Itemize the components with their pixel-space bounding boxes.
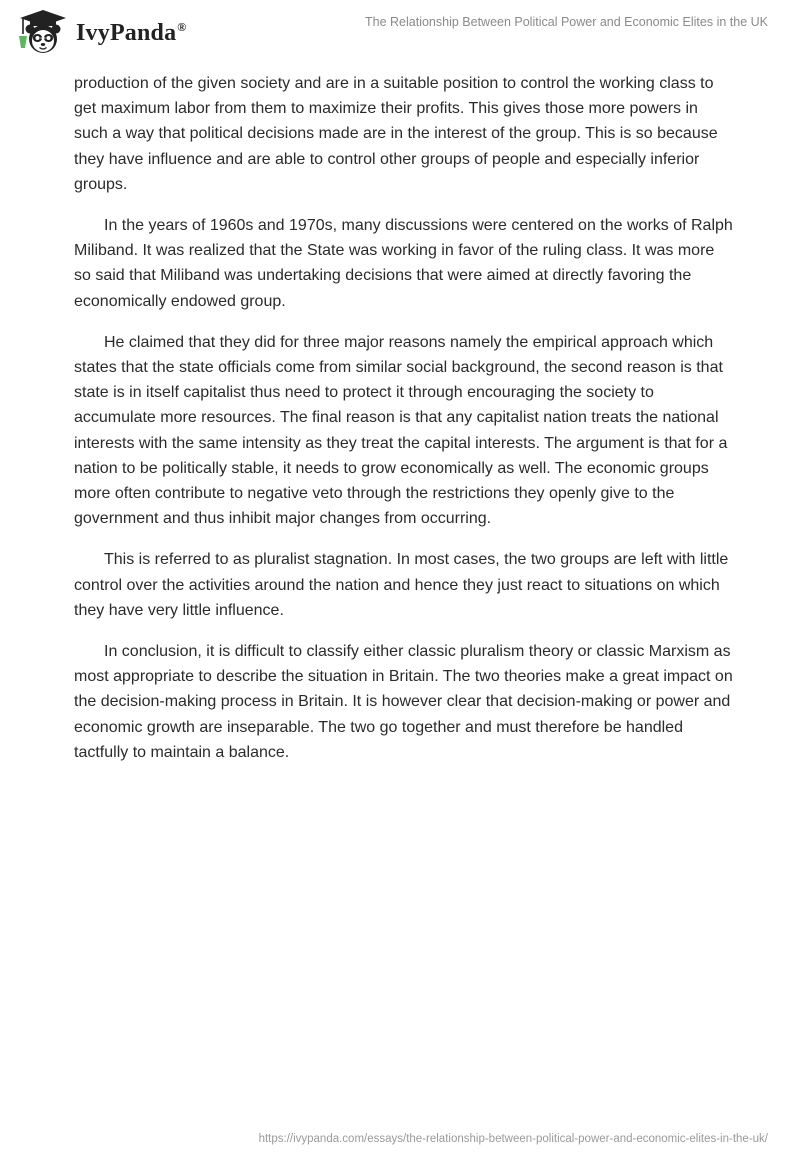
essay-body: [74, 71, 734, 781]
document-title: The Relationship Between Political Power and Economic Elites in the UK: [365, 15, 768, 29]
paragraph-2: In the years of 1960s and 1970s, many discussions were centered on the works of Ralph Miliband. It was realized that the State was working in favor of the ruling class. It was more so said that Miliband was undertaking decisions that were aimed at directly favoring the economically endowed group.: [74, 217, 733, 310]
paragraph-4: This is referred to as pluralist stagnation. In most cases, the two groups are left with little control over the activities around the nation and hence they just react to situations on which they have very little influence.: [74, 551, 729, 619]
paragraph-3: He claimed that they did for three major reasons namely the empirical approach which states that the state officials come from similar social background, the second reason is that state is in itself capitalist thus need to protect it through encouraging the society to accumulate more resources. The final reason is that any capitalist nation treats the national interests with the same intensity as they treat the capital interests. The argument is that for a nation to be politically stable, it needs to grow economically as well. The economic groups more often contribute to negative veto through the restrictions they openly give to the government and thus inhibit major changes from occurring.: [74, 333, 728, 528]
page-header: [0, 0, 800, 70]
panda-graduate-icon: [14, 8, 72, 56]
paragraph-5: In conclusion, it is difficult to classify either classic pluralism theory or classic Marxism as most appropriate to describe the situation in Britain. The two theories make a great impact on the decision-making process in Britain. It is however clear that decision-making or power and economic growth are inseparable. The two go together and must therefore be handled tactfully to maintain a balance.: [74, 643, 733, 761]
paragraph-1: production of the given society and are in a suitable position to control the working class to get maximum labor from them to maximize their profits. This gives those more powers in such a way that political decisions made are in the interest of the group. This is so because they have influence and are able to control other groups of people and especially inferior groups.: [74, 75, 718, 193]
source-url-link[interactable]: https://ivypanda.com/essays/the-relationship-between-political-power-and-economic-elites-in-the-uk/: [258, 1133, 768, 1145]
brand-logo[interactable]: [14, 8, 186, 56]
registered-mark: ®: [177, 19, 187, 34]
brand-name: [76, 20, 186, 47]
brand-label: IvyPanda: [76, 19, 177, 46]
